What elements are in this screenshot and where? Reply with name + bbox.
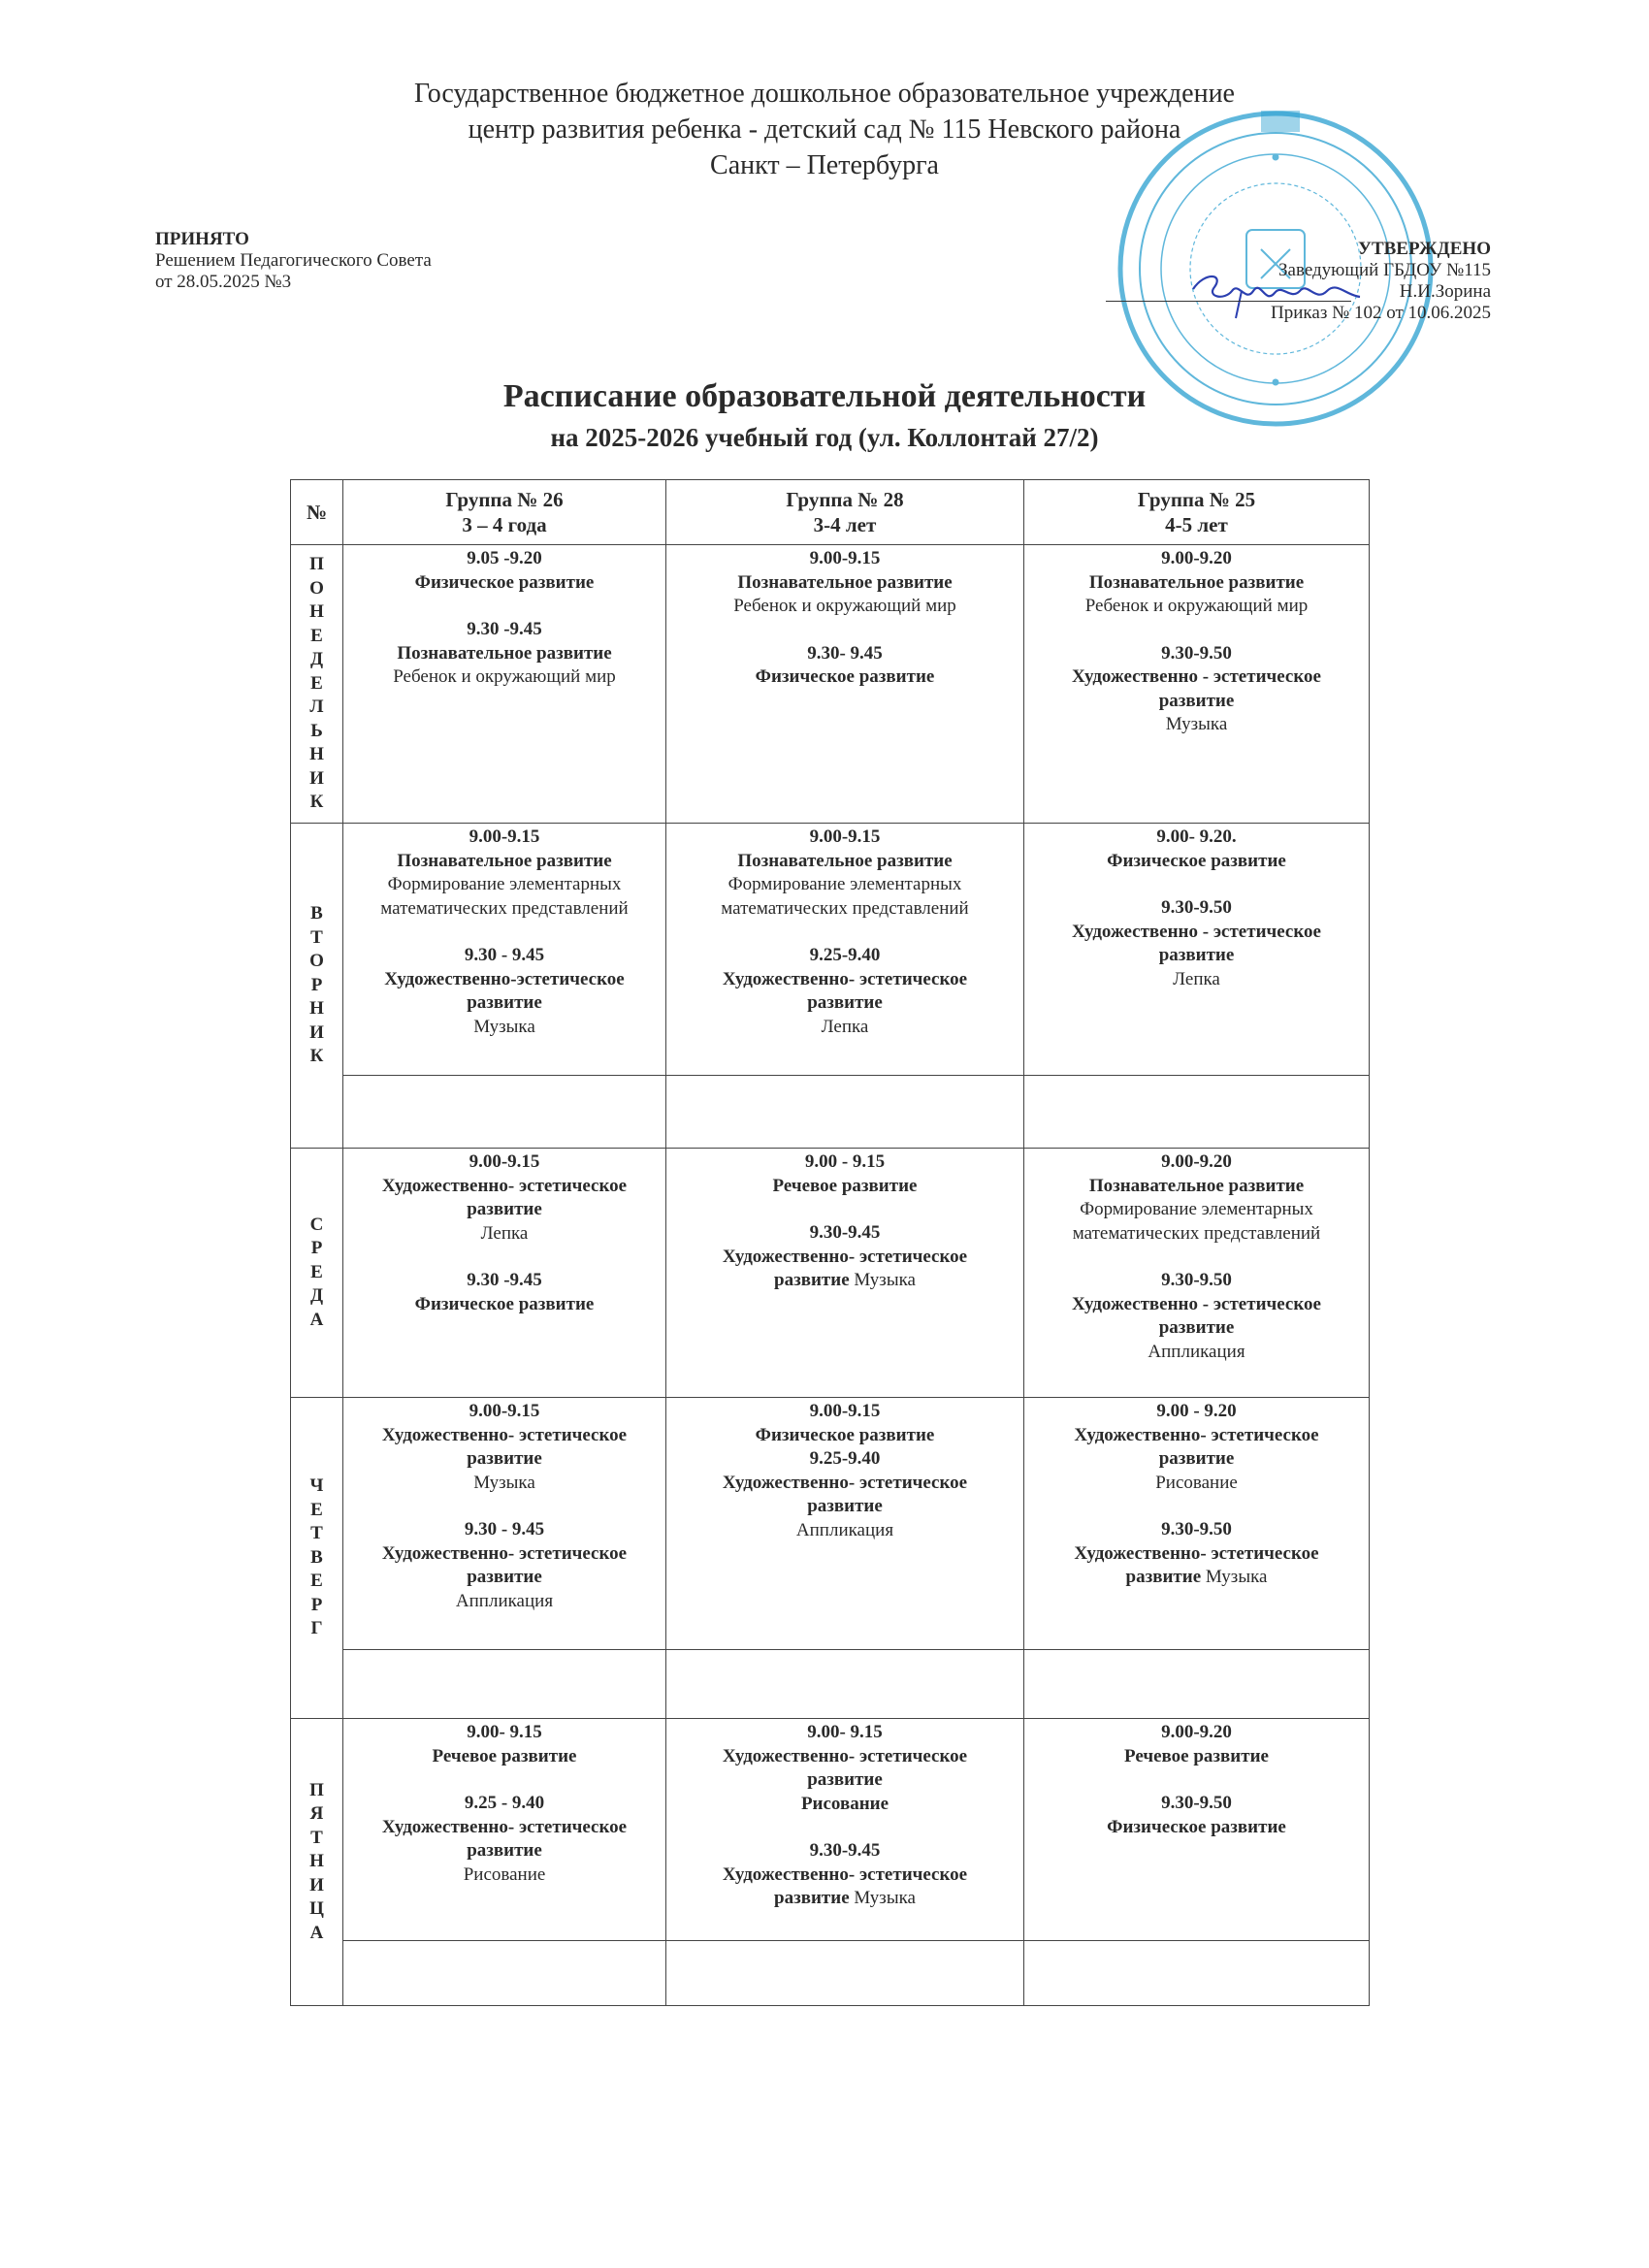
activity-area: Художественно - эстетическое	[1072, 666, 1321, 687]
table-row-empty	[291, 1941, 1370, 2006]
spacer	[343, 595, 665, 618]
activity-area: Художественно-эстетическое	[384, 968, 625, 989]
empty-cell	[666, 1650, 1024, 1719]
activity-area: Познавательное развитие	[1088, 1175, 1305, 1196]
table-row	[291, 1719, 1370, 1941]
day-letter: К	[309, 1046, 324, 1067]
group-age: 4-5 лет	[1165, 513, 1228, 536]
group-name: Группа № 28	[786, 488, 904, 511]
institution-line-1: Государственное бюджетное дошкольное образовательное учреждение	[414, 79, 1235, 109]
activity-time: 9.30 - 9.45	[464, 1519, 545, 1539]
day-letter: Т	[310, 926, 323, 948]
day-letter: О	[309, 951, 324, 972]
accepted-line-1: Решением Педагогического Совета	[155, 250, 432, 271]
approved-name: Н.И.Зорина	[1399, 281, 1491, 302]
day-letter: Ч	[309, 1475, 324, 1497]
day-letter: Г	[310, 1618, 323, 1639]
page-subtitle: на 2025-2026 учебный год (ул. Коллонтай 27/2)	[550, 423, 1099, 452]
activity-area: Художественно- эстетическое	[722, 968, 968, 989]
activity-area: Физическое развитие	[1107, 850, 1286, 871]
activity-area-cont: развитие	[467, 1448, 542, 1469]
activity-area: Художественно- эстетическое	[722, 1745, 968, 1766]
activity-area: Физическое развитие	[414, 571, 595, 593]
activity-area-cont: развитие	[807, 1769, 883, 1790]
activity-area: Художественно - эстетическое	[1072, 1293, 1321, 1314]
activity-area: Физическое развитие	[414, 1293, 595, 1314]
day-letter: Н	[309, 744, 324, 765]
activity-topic: Лепка	[480, 1222, 529, 1244]
spacer	[1024, 1495, 1369, 1518]
activity-area-cont: развитие	[774, 1270, 850, 1290]
empty-cell	[666, 1941, 1024, 2006]
activity-area: Художественно - эстетическое	[1072, 921, 1321, 942]
activity-time: 9.30 - 9.45	[464, 945, 545, 965]
activity-time: 9.00 - 9.20	[1156, 1401, 1237, 1421]
activity-topic: Музыка	[1165, 714, 1228, 734]
day-letter: К	[309, 792, 324, 813]
activity-area-cont: развитие	[1158, 945, 1235, 965]
activity-topic: Рисование	[800, 1793, 889, 1814]
empty-cell	[1024, 1650, 1370, 1719]
activity-time: 9.30-9.45	[809, 1840, 881, 1861]
activity-time: 9.00-9.15	[809, 826, 881, 847]
accepted-line-2: от 28.05.2025 №3	[155, 272, 292, 292]
activity-topic: Музыка	[854, 1270, 916, 1290]
activity-time: 9.00-9.15	[469, 1401, 540, 1421]
schedule-cell	[1024, 1398, 1370, 1650]
spacer	[1024, 1246, 1369, 1269]
day-letter: О	[309, 577, 324, 599]
spacer	[666, 1816, 1023, 1839]
day-letter: Р	[310, 1594, 323, 1615]
spacer	[343, 1768, 665, 1792]
day-letter: П	[309, 554, 324, 575]
activity-topic-cont: математических представлений	[1072, 1222, 1321, 1244]
activity-topic: Аппликация	[795, 1519, 894, 1540]
activity-area: Художественно- эстетическое	[381, 1424, 628, 1445]
activity-topic: Музыка	[473, 1472, 535, 1493]
table-row	[291, 824, 1370, 1076]
schedule-cell	[343, 545, 666, 824]
activity-area: Познавательное развитие	[397, 850, 612, 871]
activity-topic-cont: математических представлений	[721, 897, 969, 919]
activity-area-cont: развитие	[467, 1199, 542, 1219]
activity-area-cont: развитие	[807, 992, 883, 1013]
activity-topic: Формирование элементарных	[387, 874, 622, 894]
activity-topic: Формирование элементарных	[728, 874, 962, 894]
activity-area-line	[666, 1269, 1023, 1293]
activity-area: Познавательное развитие	[1088, 571, 1305, 593]
activity-topic: Рисование	[1155, 1472, 1238, 1493]
activity-time: 9.00 - 9.15	[804, 1151, 886, 1172]
spacer	[666, 619, 1023, 642]
activity-area: Познавательное развитие	[737, 850, 953, 871]
activity-time: 9.05 -9.20	[467, 548, 542, 568]
empty-cell	[343, 1941, 666, 2006]
activity-time: 9.30-9.50	[1161, 642, 1232, 664]
spacer	[1024, 873, 1369, 896]
day-letter: П	[309, 1779, 324, 1800]
activity-time: 9.00- 9.15	[467, 1722, 542, 1742]
activity-area: Речевое развитие	[1124, 1745, 1269, 1766]
activity-area-line	[666, 1887, 1023, 1911]
day-label	[291, 1398, 343, 1719]
day-letter: Е	[310, 672, 323, 694]
empty-cell	[1024, 1076, 1370, 1149]
day-letter: Е	[310, 1261, 323, 1282]
activity-time: 9.30-9.50	[1161, 1519, 1232, 1539]
day-label	[291, 545, 343, 824]
group-age: 3 – 4 года	[462, 513, 547, 536]
schedule-cell	[666, 1398, 1024, 1650]
activity-topic: Лепка	[1173, 968, 1220, 989]
activity-time: 9.25 - 9.40	[464, 1793, 545, 1813]
day-letter: Т	[310, 1523, 323, 1544]
table-row	[291, 1149, 1370, 1398]
activity-area: Познавательное развитие	[397, 642, 612, 664]
day-letter: Н	[309, 998, 324, 1020]
activity-topic: Рисование	[463, 1863, 546, 1885]
empty-cell	[343, 1650, 666, 1719]
day-letter: В	[310, 1546, 323, 1568]
day-label	[291, 1149, 343, 1398]
activity-topic: Аппликация	[1148, 1341, 1245, 1362]
activity-area: Физическое развитие	[755, 666, 935, 687]
activity-area: Познавательное развитие	[737, 571, 953, 593]
schedule-cell	[343, 1719, 666, 1941]
activity-topic: Ребенок и окружающий мир	[1084, 596, 1309, 616]
activity-area: Художественно- эстетическое	[1074, 1542, 1319, 1564]
activity-area-cont: развитие	[467, 1840, 542, 1861]
spacer	[343, 921, 665, 944]
activity-area: Художественно- эстетическое	[381, 1175, 628, 1196]
activity-time: 9.00-9.20	[1161, 1722, 1232, 1742]
spacer	[343, 1246, 665, 1269]
day-letter: Д	[309, 1285, 324, 1307]
spacer	[1024, 1768, 1369, 1792]
activity-area: Художественно- эстетическое	[1074, 1424, 1319, 1445]
activity-time: 9.30 -9.45	[467, 619, 542, 639]
day-label	[291, 1719, 343, 2006]
schedule-cell	[343, 1149, 666, 1398]
activity-area: Художественно- эстетическое	[722, 1246, 968, 1267]
activity-area-cont: развитие	[1158, 1448, 1235, 1469]
institution-line-3: Санкт – Петербурга	[710, 150, 939, 180]
day-letter: Д	[309, 649, 324, 670]
activity-area-line	[1024, 1566, 1369, 1590]
schedule-cell	[1024, 1719, 1370, 1941]
activity-area-cont: развитие	[774, 1888, 850, 1908]
activity-area: Физическое развитие	[755, 1424, 935, 1445]
activity-time: 9.00-9.15	[809, 1401, 881, 1421]
empty-cell	[1024, 1941, 1370, 2006]
column-header-group	[343, 480, 666, 545]
table-row-empty	[291, 1076, 1370, 1149]
activity-topic: Аппликация	[455, 1590, 554, 1611]
activity-time: 9.30-9.50	[1161, 1793, 1232, 1813]
activity-time: 9.00- 9.20.	[1156, 826, 1237, 847]
table-row-empty	[291, 1650, 1370, 1719]
day-letter: Р	[310, 974, 323, 995]
activity-topic: Ребенок и окружающий мир	[733, 596, 956, 616]
schedule-cell	[666, 824, 1024, 1076]
activity-time: 9.30-9.45	[809, 1222, 881, 1243]
activity-area-cont: развитие	[467, 1567, 542, 1587]
institution-line-2: центр развития ребенка - детский сад № 115 Невского района	[468, 114, 1181, 145]
empty-cell	[343, 1076, 666, 1149]
activity-time: 9.25-9.40	[809, 1448, 881, 1469]
activity-time: 9.25-9.40	[809, 945, 881, 965]
activity-time: 9.00-9.15	[469, 826, 540, 847]
table-row	[291, 545, 1370, 824]
schedule-table	[290, 479, 1370, 2006]
day-letter: Н	[309, 601, 324, 623]
activity-topic: Музыка	[473, 1016, 535, 1037]
spacer	[666, 1198, 1023, 1221]
day-letter: Е	[310, 625, 323, 646]
day-letter: Ь	[310, 720, 323, 741]
accepted-heading: ПРИНЯТО	[155, 229, 249, 249]
activity-area: Художественно- эстетическое	[722, 1472, 968, 1493]
day-letter: А	[309, 1309, 324, 1330]
activity-time: 9.00-9.20	[1161, 1151, 1232, 1172]
activity-area-cont: развитие	[807, 1496, 883, 1516]
schedule-cell	[666, 1149, 1024, 1398]
table-row	[291, 1398, 1370, 1650]
spacer	[1024, 619, 1369, 642]
activity-topic: Музыка	[854, 1888, 916, 1908]
activity-area-cont: развитие	[1125, 1567, 1202, 1587]
spacer	[343, 1495, 665, 1518]
activity-time: 9.30- 9.45	[807, 642, 883, 664]
activity-time: 9.00-9.15	[809, 548, 881, 568]
activity-time: 9.30-9.50	[1161, 897, 1232, 918]
day-letter: В	[310, 903, 323, 924]
activity-time: 9.00-9.15	[469, 1151, 540, 1172]
day-letter: С	[309, 1214, 324, 1235]
day-letter: Н	[309, 1851, 324, 1872]
day-letter: И	[309, 1021, 324, 1043]
day-letter: Л	[309, 697, 324, 718]
day-label	[291, 824, 343, 1149]
empty-cell	[666, 1076, 1024, 1149]
schedule-cell	[666, 545, 1024, 824]
schedule-cell	[1024, 824, 1370, 1076]
activity-area: Художественно- эстетическое	[722, 1863, 968, 1885]
activity-topic: Ребенок и окружающий мир	[393, 666, 616, 687]
accepted-block	[155, 229, 432, 293]
activity-topic: Лепка	[821, 1016, 869, 1037]
activity-area-cont: развитие	[1158, 1317, 1235, 1338]
day-letter: Т	[310, 1827, 323, 1848]
column-header-group	[666, 480, 1024, 545]
approved-order: Приказ № 102 от 10.06.2025	[1271, 303, 1491, 323]
schedule-cell	[1024, 1149, 1370, 1398]
activity-time: 9.30-9.50	[1161, 1270, 1232, 1290]
day-letter: А	[309, 1922, 324, 1943]
activity-area: Художественно- эстетическое	[381, 1816, 628, 1837]
page-title: Расписание образовательной деятельности	[502, 378, 1147, 414]
activity-time: 9.00-9.20	[1161, 548, 1232, 568]
column-header-number: №	[291, 480, 343, 545]
activity-topic-cont: математических представлений	[380, 897, 629, 919]
activity-area: Речевое развитие	[432, 1745, 577, 1766]
group-name: Группа № 25	[1137, 488, 1256, 511]
activity-area-cont: развитие	[467, 992, 542, 1013]
group-name: Группа № 26	[445, 488, 564, 511]
activity-topic: Музыка	[1205, 1567, 1268, 1587]
schedule-cell	[666, 1719, 1024, 1941]
table-header-row	[291, 480, 1370, 545]
schedule-cell	[343, 824, 666, 1076]
approved-position: Заведующий ГБДОУ №115	[1278, 260, 1491, 280]
activity-area: Физическое развитие	[1107, 1816, 1286, 1837]
activity-area: Речевое развитие	[772, 1175, 918, 1196]
column-header-group	[1024, 480, 1370, 545]
schedule-cell	[1024, 545, 1370, 824]
activity-area: Художественно- эстетическое	[381, 1542, 628, 1564]
approved-block	[1271, 239, 1491, 324]
day-letter: Я	[309, 1803, 324, 1825]
day-letter: И	[309, 1874, 324, 1895]
day-letter: Р	[310, 1238, 323, 1259]
day-letter: Е	[310, 1499, 323, 1520]
spacer	[666, 921, 1023, 944]
day-letter: Ц	[309, 1898, 324, 1920]
approved-heading: УТВЕРЖДЕНО	[1358, 239, 1491, 259]
day-letter: Е	[310, 1571, 323, 1592]
activity-topic: Формирование элементарных	[1080, 1199, 1313, 1219]
group-age: 3-4 лет	[813, 513, 877, 536]
activity-time: 9.00- 9.15	[807, 1722, 883, 1742]
day-letter: И	[309, 767, 324, 789]
schedule-cell	[343, 1398, 666, 1650]
activity-area-cont: развитие	[1158, 690, 1235, 711]
activity-time: 9.30 -9.45	[467, 1270, 542, 1290]
